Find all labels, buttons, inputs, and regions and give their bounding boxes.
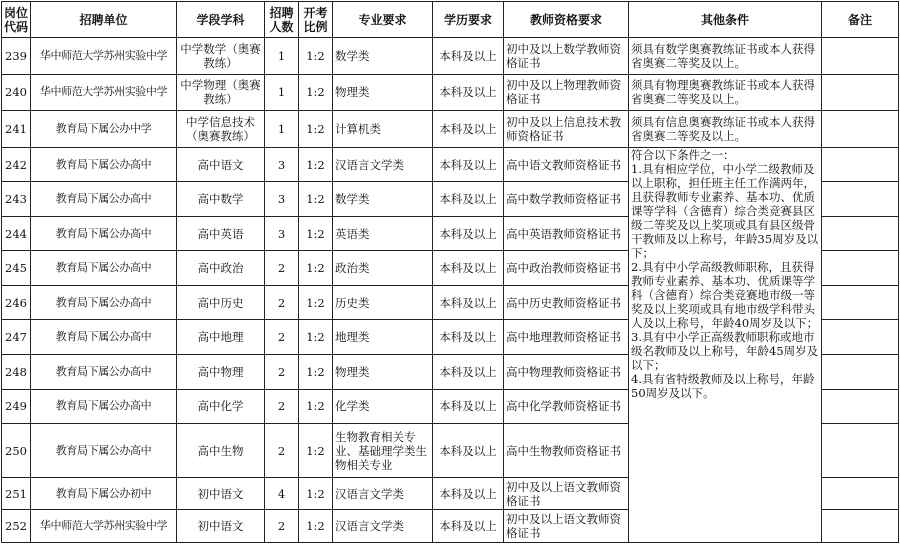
- cell-major: 历史类: [333, 285, 433, 320]
- cell-cert: 高中物理教师资格证书: [504, 355, 629, 390]
- cell-major: 汉语言文学类: [333, 147, 433, 182]
- cell-subject: 高中数学: [177, 182, 265, 217]
- col-header-ratio: 开考比例: [299, 2, 333, 38]
- cell-unit: 教育局下属公办高中: [31, 251, 177, 286]
- cell-remark: [822, 389, 899, 424]
- cell-code: 251: [2, 477, 31, 510]
- cell-remark: [822, 251, 899, 286]
- cell-subject: 高中生物: [177, 424, 265, 478]
- cell-ratio: 1:2: [299, 111, 333, 148]
- cell-cert: 高中化学教师资格证书: [504, 389, 629, 424]
- cell-count: 2: [265, 424, 299, 478]
- cell-count: 4: [265, 477, 299, 510]
- cell-major: 地理类: [333, 320, 433, 355]
- cell-edu: 本科及以上: [433, 182, 504, 217]
- cell-cert: 高中英语教师资格证书: [504, 216, 629, 251]
- cell-subject: 高中历史: [177, 285, 265, 320]
- cell-ratio: 1:2: [299, 477, 333, 510]
- cell-code: 247: [2, 320, 31, 355]
- cell-major: 汉语言文学类: [333, 477, 433, 510]
- cell-count: 2: [265, 320, 299, 355]
- cell-major: 物理类: [333, 74, 433, 111]
- cell-cert: 高中生物教师资格证书: [504, 424, 629, 478]
- cell-ratio: 1:2: [299, 38, 333, 75]
- cell-major: 化学类: [333, 389, 433, 424]
- cell-edu: 本科及以上: [433, 510, 504, 543]
- col-header-major: 专业要求: [333, 2, 433, 38]
- cell-cert: 高中语文教师资格证书: [504, 147, 629, 182]
- cell-remark: [822, 38, 899, 75]
- cell-ratio: 1:2: [299, 355, 333, 390]
- cell-unit: 教育局下属公办中学: [31, 111, 177, 148]
- cell-remark: [822, 147, 899, 182]
- recruitment-table: [1, 1, 899, 543]
- cell-remark: [822, 216, 899, 251]
- cell-edu: 本科及以上: [433, 477, 504, 510]
- cell-remark: [822, 111, 899, 148]
- cell-ratio: 1:2: [299, 320, 333, 355]
- col-header-cert: 教师资格要求: [504, 2, 629, 38]
- cell-code: 245: [2, 251, 31, 286]
- cell-count: 2: [265, 355, 299, 390]
- cell-ratio: 1:2: [299, 510, 333, 543]
- col-header-subject: 学段学科: [177, 2, 265, 38]
- cell-subject: 中学物理（奥赛教练）: [177, 74, 265, 111]
- cell-major: 计算机类: [333, 111, 433, 148]
- cell-subject: 中学数学（奥赛教练）: [177, 38, 265, 75]
- cell-cert: 初中及以上语文教师资格证书: [504, 477, 629, 510]
- cell-ratio: 1:2: [299, 251, 333, 286]
- cell-remark: [822, 285, 899, 320]
- cell-subject: 高中物理: [177, 355, 265, 390]
- cell-code: 250: [2, 424, 31, 478]
- cell-count: 3: [265, 182, 299, 217]
- cell-unit: 教育局下属公办初中: [31, 477, 177, 510]
- cell-edu: 本科及以上: [433, 147, 504, 182]
- cell-major: 数学类: [333, 38, 433, 75]
- cell-remark: [822, 74, 899, 111]
- cell-code: 249: [2, 389, 31, 424]
- cell-subject: 初中语文: [177, 477, 265, 510]
- cell-major: 物理类: [333, 355, 433, 390]
- cell-ratio: 1:2: [299, 389, 333, 424]
- cell-cert: 初中及以上语文教师资格证书: [504, 510, 629, 543]
- cell-other: 须具有信息奥赛教练证书或本人获得省奥赛二等奖及以上。: [629, 111, 822, 148]
- cell-unit: 教育局下属公办高中: [31, 355, 177, 390]
- cell-count: 2: [265, 510, 299, 543]
- cell-code: 248: [2, 355, 31, 390]
- cell-remark: [822, 182, 899, 217]
- cell-ratio: 1:2: [299, 147, 333, 182]
- cell-other: 须具有数学奥赛教练证书或本人获得省奥赛二等奖及以上。: [629, 38, 822, 75]
- cell-remark: [822, 510, 899, 543]
- cell-code: 244: [2, 216, 31, 251]
- table-row: [2, 147, 899, 182]
- cell-unit: 教育局下属公办高中: [31, 216, 177, 251]
- cell-edu: 本科及以上: [433, 111, 504, 148]
- cell-code: 243: [2, 182, 31, 217]
- cell-unit: 教育局下属公办高中: [31, 424, 177, 478]
- cell-edu: 本科及以上: [433, 355, 504, 390]
- cell-unit: 华中师范大学苏州实验中学: [31, 38, 177, 75]
- cell-unit: 教育局下属公办高中: [31, 285, 177, 320]
- cell-ratio: 1:2: [299, 216, 333, 251]
- cell-major: 政治类: [333, 251, 433, 286]
- cell-cert: 高中数学教师资格证书: [504, 182, 629, 217]
- cell-subject: 高中语文: [177, 147, 265, 182]
- cell-major: 生物教育相关专业、基础理学类生物相关专业: [333, 424, 433, 478]
- cell-remark: [822, 424, 899, 478]
- cell-other: 须具有物理奥赛教练证书或本人获得省奥赛二等奖及以上。: [629, 74, 822, 111]
- merged-condition-cell: 符合以下条件之一： 1.具有相应学位，中小学二级教师及以上职称，担任班主任工作满两年，且获得教师专业素养、基本功、优质课等学科（含德育）综合类竞赛县区级二等奖及以上奖项或具有县区级骨干教师及以上称号，年龄35周岁及以下； 2.具有中小学高级教师职称，且获得教师专业素养、基本功、优质课等学科（含德育）综合类竞赛地市级一等奖及以上奖项或具有地市级学科带头人及以上称号，年龄40周岁及以下； 3.具有中小学正高级教师职称或地市级名教师及以上称号，年龄45周岁及以下； 4.具有省特级教师及以上称号，年龄50周岁及以下。: [629, 147, 822, 542]
- col-header-count: 招聘人数: [265, 2, 299, 38]
- cell-major: 英语类: [333, 216, 433, 251]
- cell-edu: 本科及以上: [433, 389, 504, 424]
- cell-subject: 初中语文: [177, 510, 265, 543]
- cell-code: 246: [2, 285, 31, 320]
- cell-count: 1: [265, 74, 299, 111]
- cell-edu: 本科及以上: [433, 216, 504, 251]
- cell-count: 1: [265, 38, 299, 75]
- cell-edu: 本科及以上: [433, 424, 504, 478]
- cell-unit: 教育局下属公办高中: [31, 320, 177, 355]
- cell-unit: 华中师范大学苏州实验中学: [31, 510, 177, 543]
- cell-unit: 教育局下属公办高中: [31, 182, 177, 217]
- cell-major: 数学类: [333, 182, 433, 217]
- col-header-unit: 招聘单位: [31, 2, 177, 38]
- cell-ratio: 1:2: [299, 285, 333, 320]
- cell-major: 汉语言文学类: [333, 510, 433, 543]
- cell-ratio: 1:2: [299, 74, 333, 111]
- col-header-remark: 备注: [822, 2, 899, 38]
- col-header-other: 其他条件: [629, 2, 822, 38]
- cell-cert: 初中及以上信息技术教师资格证书: [504, 111, 629, 148]
- cell-unit: 华中师范大学苏州实验中学: [31, 74, 177, 111]
- cell-cert: 初中及以上物理教师资格证书: [504, 74, 629, 111]
- cell-remark: [822, 320, 899, 355]
- cell-edu: 本科及以上: [433, 38, 504, 75]
- cell-count: 3: [265, 147, 299, 182]
- cell-count: 1: [265, 111, 299, 148]
- cell-ratio: 1:2: [299, 424, 333, 478]
- cell-subject: 高中政治: [177, 251, 265, 286]
- cell-cert: 高中地理教师资格证书: [504, 320, 629, 355]
- cell-count: 2: [265, 251, 299, 286]
- cell-ratio: 1:2: [299, 182, 333, 217]
- cell-code: 240: [2, 74, 31, 111]
- cell-cert: 高中政治教师资格证书: [504, 251, 629, 286]
- cell-code: 239: [2, 38, 31, 75]
- cell-remark: [822, 477, 899, 510]
- col-header-edu: 学历要求: [433, 2, 504, 38]
- cell-remark: [822, 355, 899, 390]
- cell-cert: 高中历史教师资格证书: [504, 285, 629, 320]
- cell-code: 242: [2, 147, 31, 182]
- cell-edu: 本科及以上: [433, 74, 504, 111]
- cell-unit: 教育局下属公办高中: [31, 147, 177, 182]
- cell-count: 3: [265, 216, 299, 251]
- cell-edu: 本科及以上: [433, 320, 504, 355]
- cell-count: 2: [265, 389, 299, 424]
- cell-unit: 教育局下属公办高中: [31, 389, 177, 424]
- col-header-code: 岗位代码: [2, 2, 31, 38]
- cell-cert: 初中及以上数学教师资格证书: [504, 38, 629, 75]
- cell-edu: 本科及以上: [433, 285, 504, 320]
- cell-subject: 中学信息技术（奥赛教练）: [177, 111, 265, 148]
- cell-subject: 高中地理: [177, 320, 265, 355]
- cell-code: 241: [2, 111, 31, 148]
- cell-subject: 高中英语: [177, 216, 265, 251]
- cell-count: 2: [265, 285, 299, 320]
- header-row: [2, 2, 899, 38]
- table-row: [2, 111, 899, 148]
- table-row: [2, 38, 899, 75]
- table-row: [2, 74, 899, 111]
- cell-code: 252: [2, 510, 31, 543]
- cell-subject: 高中化学: [177, 389, 265, 424]
- cell-edu: 本科及以上: [433, 251, 504, 286]
